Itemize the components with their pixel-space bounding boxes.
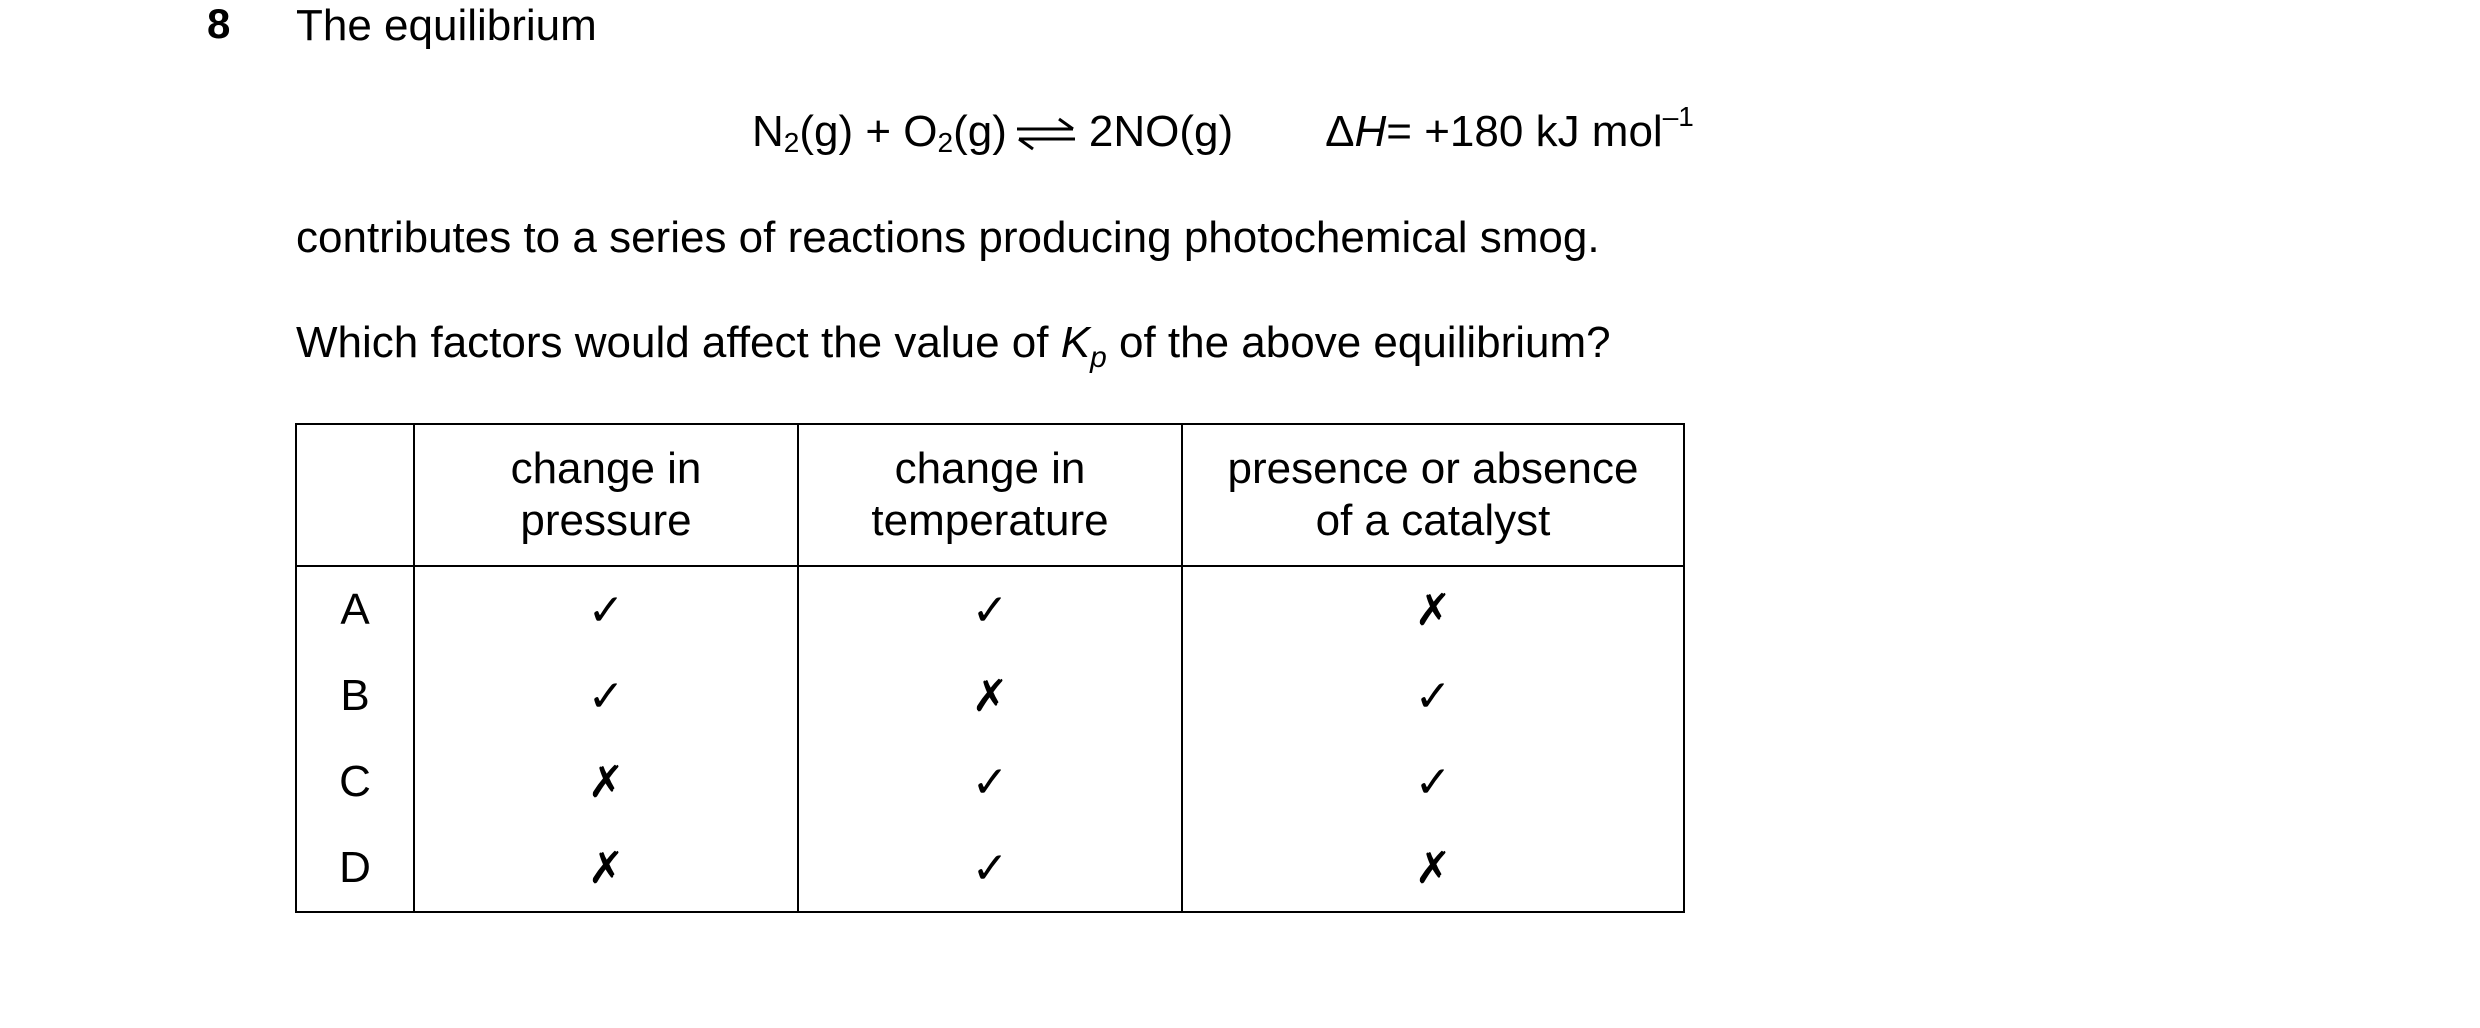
option-header-cell xyxy=(296,424,414,566)
temperature-mark: ✓ xyxy=(798,739,1182,825)
oxygen-subscript: 2 xyxy=(937,127,954,158)
question-intro: The equilibrium xyxy=(296,1,597,50)
prompt-start: Which factors would affect the value of xyxy=(296,318,1061,367)
enthalpy-value: = +180 xyxy=(1386,107,1524,156)
table-header-row xyxy=(296,424,1684,566)
catalyst-header: presence or absence of a catalyst xyxy=(1182,424,1684,566)
temperature-mark: ✗ xyxy=(798,653,1182,739)
temperature-header: change in temperature xyxy=(798,424,1182,566)
enthalpy-symbol: H xyxy=(1354,107,1387,156)
pressure-header: change in pressure xyxy=(414,424,798,566)
table-row-d xyxy=(296,825,1684,912)
catalyst-mark: ✗ xyxy=(1182,566,1684,653)
question-number: 8 xyxy=(207,0,231,47)
table-row-a xyxy=(296,566,1684,653)
option-label: A xyxy=(296,566,414,653)
catalyst-mark: ✓ xyxy=(1182,739,1684,825)
kp-symbol: K xyxy=(1060,318,1091,367)
question-context: contributes to a series of reactions producing photochemical smog. xyxy=(296,213,1600,262)
equilibrium-equation xyxy=(752,101,1694,160)
question-prompt xyxy=(296,317,1611,374)
catalyst-mark: ✗ xyxy=(1182,825,1684,912)
product-species: 2NO(g) xyxy=(1088,107,1234,156)
option-label: C xyxy=(296,739,414,825)
pressure-mark: ✓ xyxy=(414,566,798,653)
nitrogen-symbol: N xyxy=(752,107,784,156)
prompt-end: of the above equilibrium? xyxy=(1106,318,1611,367)
delta-symbol: Δ xyxy=(1325,107,1355,156)
pressure-mark: ✓ xyxy=(414,653,798,739)
nitrogen-subscript: 2 xyxy=(783,127,800,158)
enthalpy-units-exponent: –1 xyxy=(1662,101,1694,132)
enthalpy-units: kJ mol xyxy=(1535,107,1663,156)
equilibrium-arrow-icon xyxy=(1013,114,1079,154)
option-label: D xyxy=(296,825,414,912)
temperature-mark: ✓ xyxy=(798,825,1182,912)
temperature-mark: ✓ xyxy=(798,566,1182,653)
option-label: B xyxy=(296,653,414,739)
pressure-mark: ✗ xyxy=(414,825,798,912)
nitrogen-state-plus-oxygen: (g) + O xyxy=(799,107,938,156)
kp-subscript: p xyxy=(1090,341,1107,374)
table-row-b xyxy=(296,653,1684,739)
pressure-mark: ✗ xyxy=(414,739,798,825)
oxygen-state: (g) xyxy=(953,107,1007,156)
table-row-c xyxy=(296,739,1684,825)
catalyst-mark: ✓ xyxy=(1182,653,1684,739)
answer-table xyxy=(295,423,1685,913)
